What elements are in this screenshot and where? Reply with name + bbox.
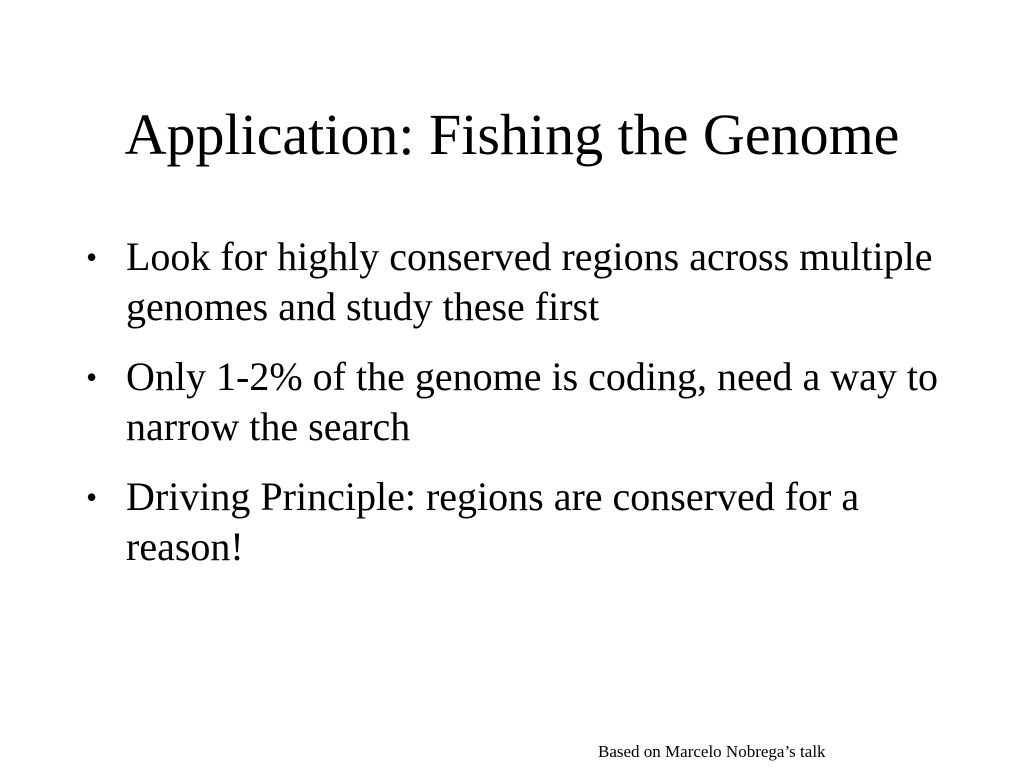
bullet-item bbox=[84, 472, 964, 572]
bullet-text: Driving Principle: regions are conserved for a reason! bbox=[126, 474, 860, 569]
bullet-marker: • bbox=[86, 479, 98, 515]
bullet-text: Only 1-2% of the genome is coding, need a way to narrow the search bbox=[126, 354, 939, 449]
bullet-item bbox=[84, 352, 964, 452]
bullet-item bbox=[84, 232, 964, 332]
bullet-marker: • bbox=[86, 239, 98, 275]
bullet-list bbox=[84, 232, 964, 592]
source-footnote: Based on Marcelo Nobrega’s talk bbox=[598, 742, 826, 761]
slide-title: Application: Fishing the Genome bbox=[124, 102, 900, 167]
bullet-marker: • bbox=[86, 359, 98, 395]
bullet-text: Look for highly conserved regions across multiple genomes and study these first bbox=[126, 234, 933, 329]
